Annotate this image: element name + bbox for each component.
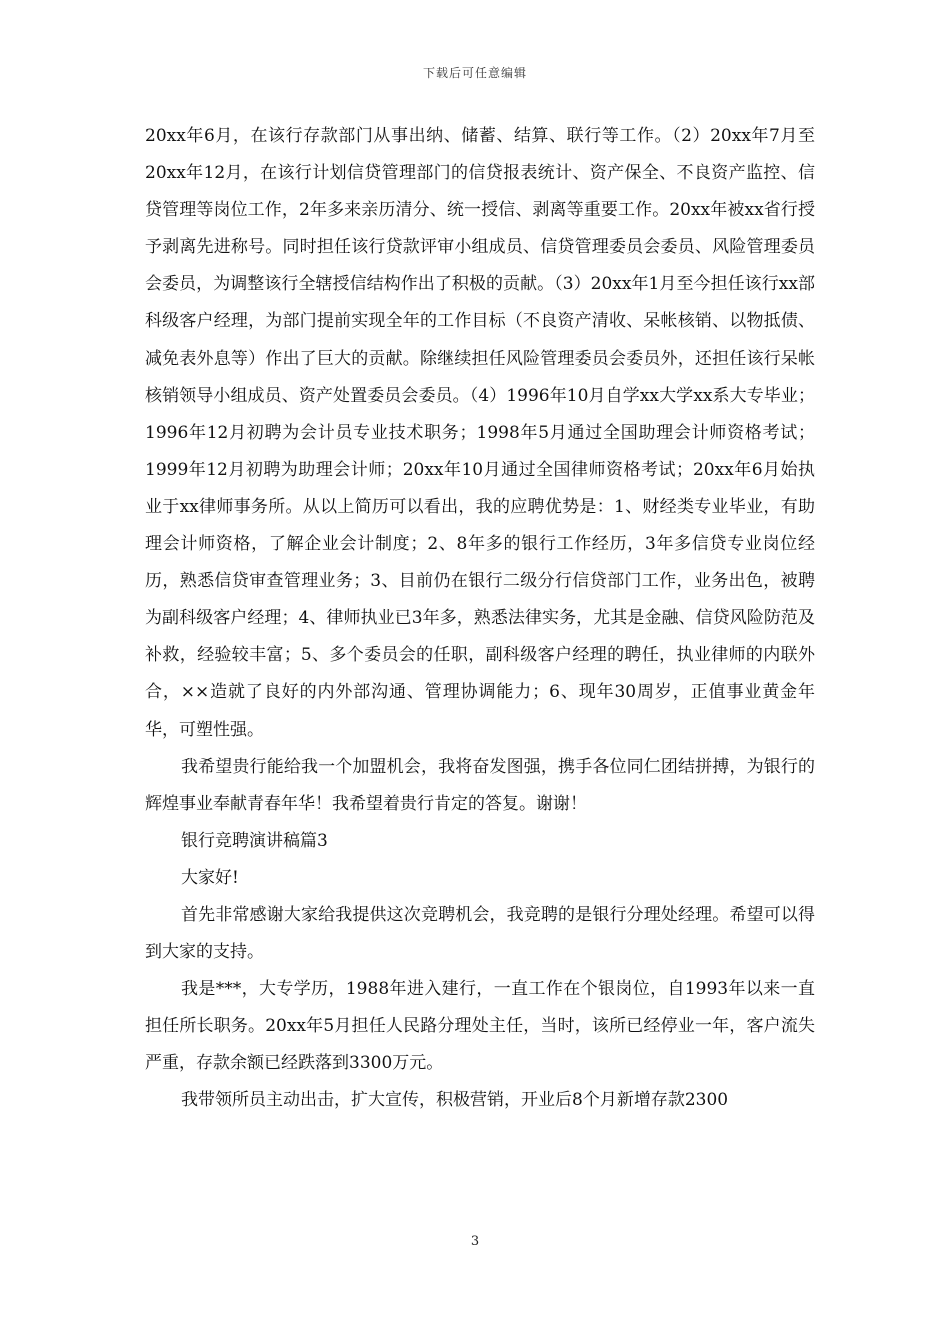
section-heading: 银行竞聘演讲稿篇3 [181, 830, 328, 851]
paragraph-6: 我是***，大专学历，1988年进入建行，一直工作在个银岗位，自1993年以来一直担任所长职务。20xx年5月担任人民路分理处主任，当时，该所已经停业一年，客户流失严重，存款余额已经跌落到3300万元。 [145, 979, 815, 1074]
paragraph-2: 我希望贵行能给我一个加盟机会，我将奋发图强，携手各位同仁团结拼搏，为银行的辉煌事业奉献青春年华！我希望着贵行肯定的答复。谢谢！ [145, 756, 815, 814]
header-note: 下载后可任意编辑 [422, 66, 527, 80]
document-body [145, 118, 815, 1120]
paragraph-5: 首先非常感谢大家给我提供这次竞聘机会，我竞聘的是银行分理处经理。希望可以得到大家的支持。 [145, 904, 815, 963]
page-number: 3 [470, 1234, 480, 1249]
paragraph-1: 20xx年6月，在该行存款部门从事出纳、储蓄、结算、联行等工作。（2）20xx年7月至20xx年12月，在该行计划信贷管理部门的信贷报表统计、资产保全、不良资产监控、信贷管理等岗位工作，2年多来亲历清分、统一授信、剥离等重要工作。20xx年被xx省行授予剥离先进称号。同时担任该行贷款评审小组成员、信贷管理委员会委员、风险管理委员会委员，为调整该行全辖授信结构作出了积极的贡献。（3）20xx年1月至今担任该行xx部科级客户经理，为部门提前实现全年的工作目标（不良资产清收、呆帐核销、以物抵债、减免表外息等）作出了巨大的贡献。除继续担任风险管理委员会委员外，还担任该行呆帐核销领导小组成员、资产处置委员会委员。（4）1996年10月自学xx大学xx系大专毕业；1996年12月初聘为会计员专业技术职务；1998年5月通过全国助理会计师资格考试；1999年12月初聘为助理会计师；20xx年10月通过全国律师资格考试；20xx年6月始执业于xx律师事务所。从以上简历可以看出，我的应聘优势是：1、财经类专业毕业，有助理会计师资格，了解企业会计制度；2、8年多的银行工作经历，3年多信贷专业岗位经历，熟悉信贷审查管理业务；3、目前仍在银行二级分行信贷部门工作，业务出色，被聘为副科级客户经理；4、律师执业已3年多，熟悉法律实务，尤其是金融、信贷风险防范及补救，经验较丰富；5、多个委员会的任职，副科级客户经理的聘任，执业律师的内联外合，××造就了良好的内外部沟通、管理协调能力；6、现年30周岁，正值事业黄金年华，可塑性强。 [145, 126, 815, 740]
paragraph-7: 我带领所员主动出击，扩大宣传，积极营销，开业后8个月新增存款2300 [181, 1090, 729, 1111]
greeting: 大家好! [181, 867, 239, 888]
